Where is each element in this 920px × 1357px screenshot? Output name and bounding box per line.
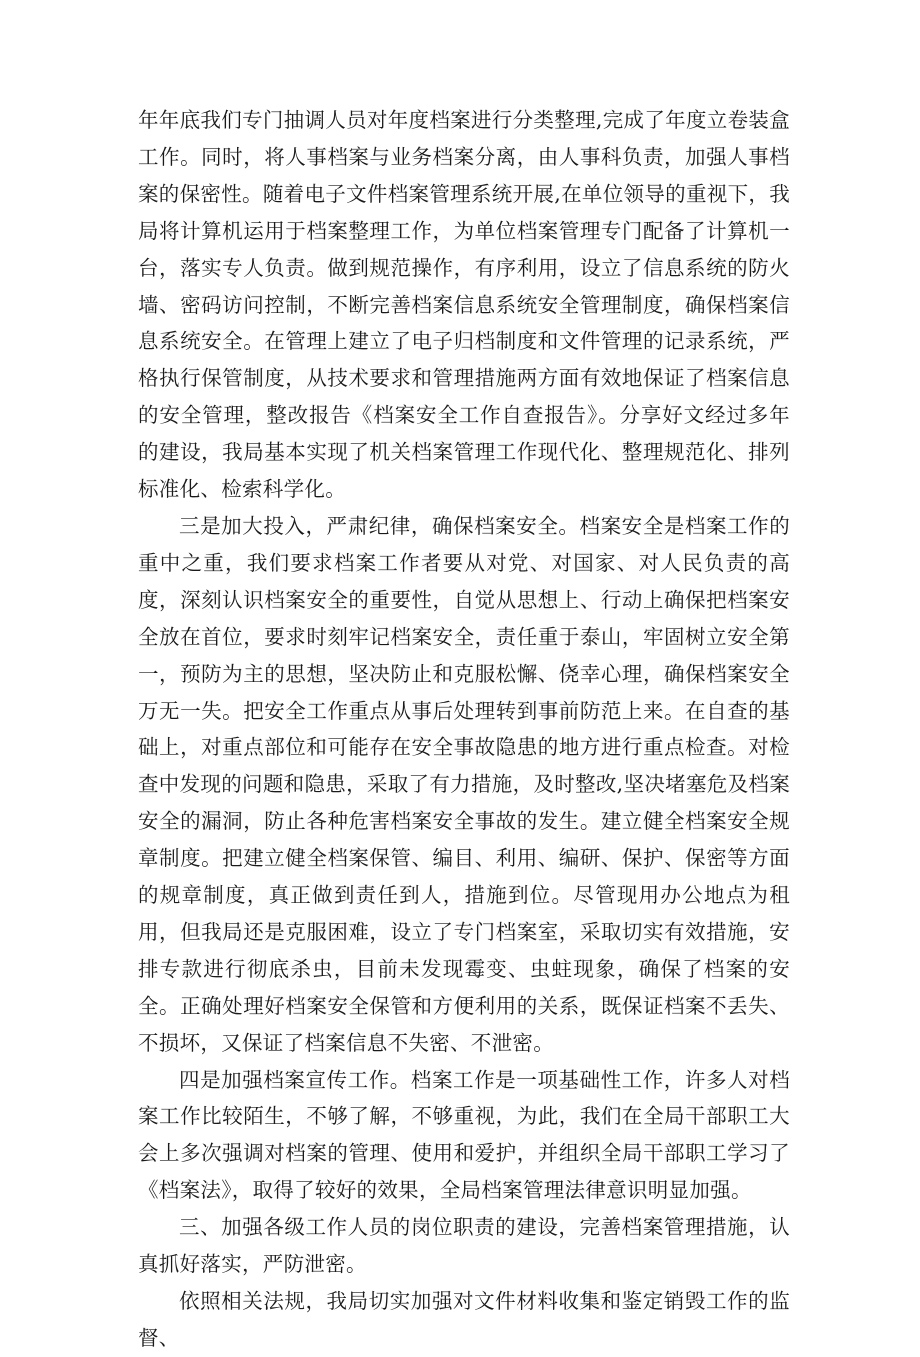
paragraph-archive-security: 三是加大投入，严肃纪律，确保档案安全。档案安全是档案工作的重中之重，我们要求档案工作者要从对党、对国家、对人民负责的高度，深刻认识档案安全的重要性，自觉从思想上、行动上确保把档案安全放在首位，要求时刻牢记档案安全，责任重于泰山，牢固树立安全第一，预防为主的思想，坚决防止和克服松懈、侥幸心理，确保档案安全万无一失。把安全工作重点从事后处理转到事前防范上来。在自查的基础上，对重点部位和可能存在安全事故隐患的地方进行重点检查。对检查中发现的问题和隐患，采取了有力措施，及时整改,坚决堵塞危及档案安全的漏洞，防止各种危害档案安全事故的发生。建立健全档案安全规章制度。把建立健全档案保管、编目、利用、编研、保护、保密等方面的规章制度，真正做到责任到人，措施到位。尽管现用办公地点为租用，但我局还是克服困难，设立了专门档案室，采取切实有效措施，安排专款进行彻底杀虫，目前未发现霉变、虫蛀现象，确保了档案的安全。正确处理好档案安全保管和方便利用的关系，既保证档案不丢失、不损坏，又保证了档案信息不失密、不泄密。 — [138, 513, 790, 1055]
paragraph-archive-publicity: 四是加强档案宣传工作。档案工作是一项基础性工作，许多人对档案工作比较陌生，不够了解，不够重视，为此，我们在全局干部职工大会上多次强调对档案的管理、使用和爱护，并组织全局干部职工学习了《档案法》，取得了较好的效果，全局档案管理法律意识明显加强。 — [138, 1067, 790, 1203]
paragraph-regulations: 依照相关法规，我局切实加强对文件材料收集和鉴定销毁工作的监督、 — [138, 1289, 790, 1350]
section-heading-duties: 三、加强各级工作人员的岗位职责的建设，完善档案管理措施，认真抓好落实，严防泄密。 — [138, 1215, 790, 1277]
document-body — [138, 102, 790, 1357]
paragraph-archive-organization: 年年底我们专门抽调人员对年度档案进行分类整理,完成了年度立卷装盒工作。同时，将人事档案与业务档案分离，由人事科负责，加强人事档案的保密性。随着电子文件档案管理系统开展,在单位领导的重视下，我局将计算机运用于档案整理工作，为单位档案管理专门配备了计算机一台，落实专人负责。做到规范操作，有序利用，设立了信息系统的防火墙、密码访问控制，不断完善档案信息系统安全管理制度，确保档案信息系统安全。在管理上建立了电子归档制度和文件管理的记录系统，严格执行保管制度，从技术要求和管理措施两方面有效地保证了档案信息的安全管理，整改报告《档案安全工作自查报告》。分享好文经过多年的建设，我局基本实现了机关档案管理工作现代化、整理规范化、排列标准化、检索科学化。 — [138, 108, 790, 502]
